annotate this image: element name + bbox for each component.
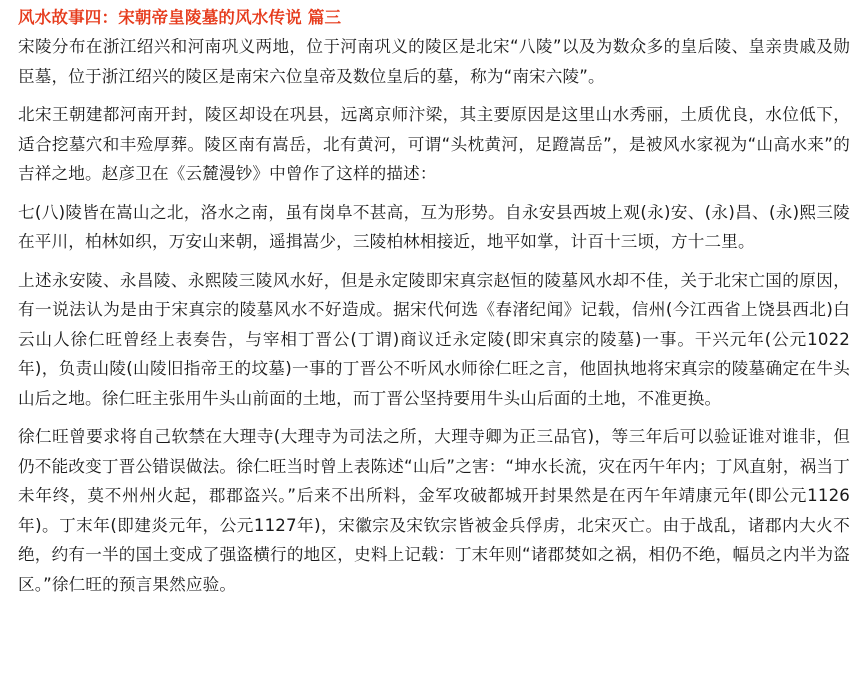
paragraph-yongding: 上述永安陵、永昌陵、永熙陵三陵风水好，但是永定陵即宋真宗赵恒的陵墓风水却不佳，关于北宋亡国的原因，有一说法认为是由于宋真宗的陵墓风水不好造成。据宋代何选《春渚纪闻》记载，信州(今江西省上饶县西北)白云山人徐仁旺曾经上表奏告，与宰相丁晋公(丁谓)商议迁永定陵(即宋真宗的陵墓)一事。干兴元年(公元1022年)，负责山陵(山陵旧指帝王的坟墓)一事的丁晋公不听风水师徐仁旺之言，他固执地将宋真宗的陵墓确定在牛头山后之地。徐仁旺主张用牛头山前面的土地，而丁晋公坚持要用牛头山后面的土地，不准更换。 [18,270,850,408]
paragraph-prophecy: 徐仁旺曾要求将自己软禁在大理寺(大理寺为司法之所，大理寺卿为正三品官)，等三年后可以验证谁对谁非，但仍不能改变丁晋公错误做法。徐仁旺当时曾上表陈述“山后”之害：“坤水长流，灾在丙午年内；丁风直射，祸当丁未年终，莫不州州火起，郡郡盗兴。”后来不出所料，金军攻破都城开封果然是在丙午年靖康元年(即公元1126年)。丁末年(即建炎元年，公元1127年)，宋徽宗及宋钦宗皆被金兵俘虏，北宋灭亡。由于战乱，诸郡内大火不绝，约有一半的国土变成了强盗横行的地区，史料上记载：丁末年则“诸郡焚如之祸，相仍不绝，幅员之内半为盗区。”徐仁旺的预言果然应验。 [18,427,850,594]
paragraph-quote: 七(八)陵皆在嵩山之北，洛水之南，虽有岗阜不甚高，互为形势。自永安县西坡上观(永)安、(永)昌、(永)熙三陵在平川，柏林如织，万安山来朝，遥揖嵩少，三陵柏林相接近，地平如掌，计百十三顷，方十二里。 [18,202,850,251]
paragraph-capital: 北宋王朝建都河南开封，陵区却设在巩县，远离京师汴梁，其主要原因是这里山水秀丽，土质优良，水位低下，适合挖墓穴和丰殓厚葬。陵区南有嵩岳，北有黄河，可谓“头枕黄河，足蹬嵩岳”，是被风水家视为“山高水来”的吉祥之地。赵彦卫在《云麓漫钞》中曾作了这样的描述： [18,105,850,183]
paragraph-intro: 宋陵分布在浙江绍兴和河南巩义两地，位于河南巩义的陵区是北宋“八陵”以及为数众多的皇后陵、皇亲贵戚及勋臣墓，位于浙江绍兴的陵区是南宋六位皇帝及数位皇后的墓，称为“南宋六陵”。 [18,37,850,86]
article-title: 风水故事四：宋朝帝皇陵墓的风水传说 篇三 [18,8,342,27]
